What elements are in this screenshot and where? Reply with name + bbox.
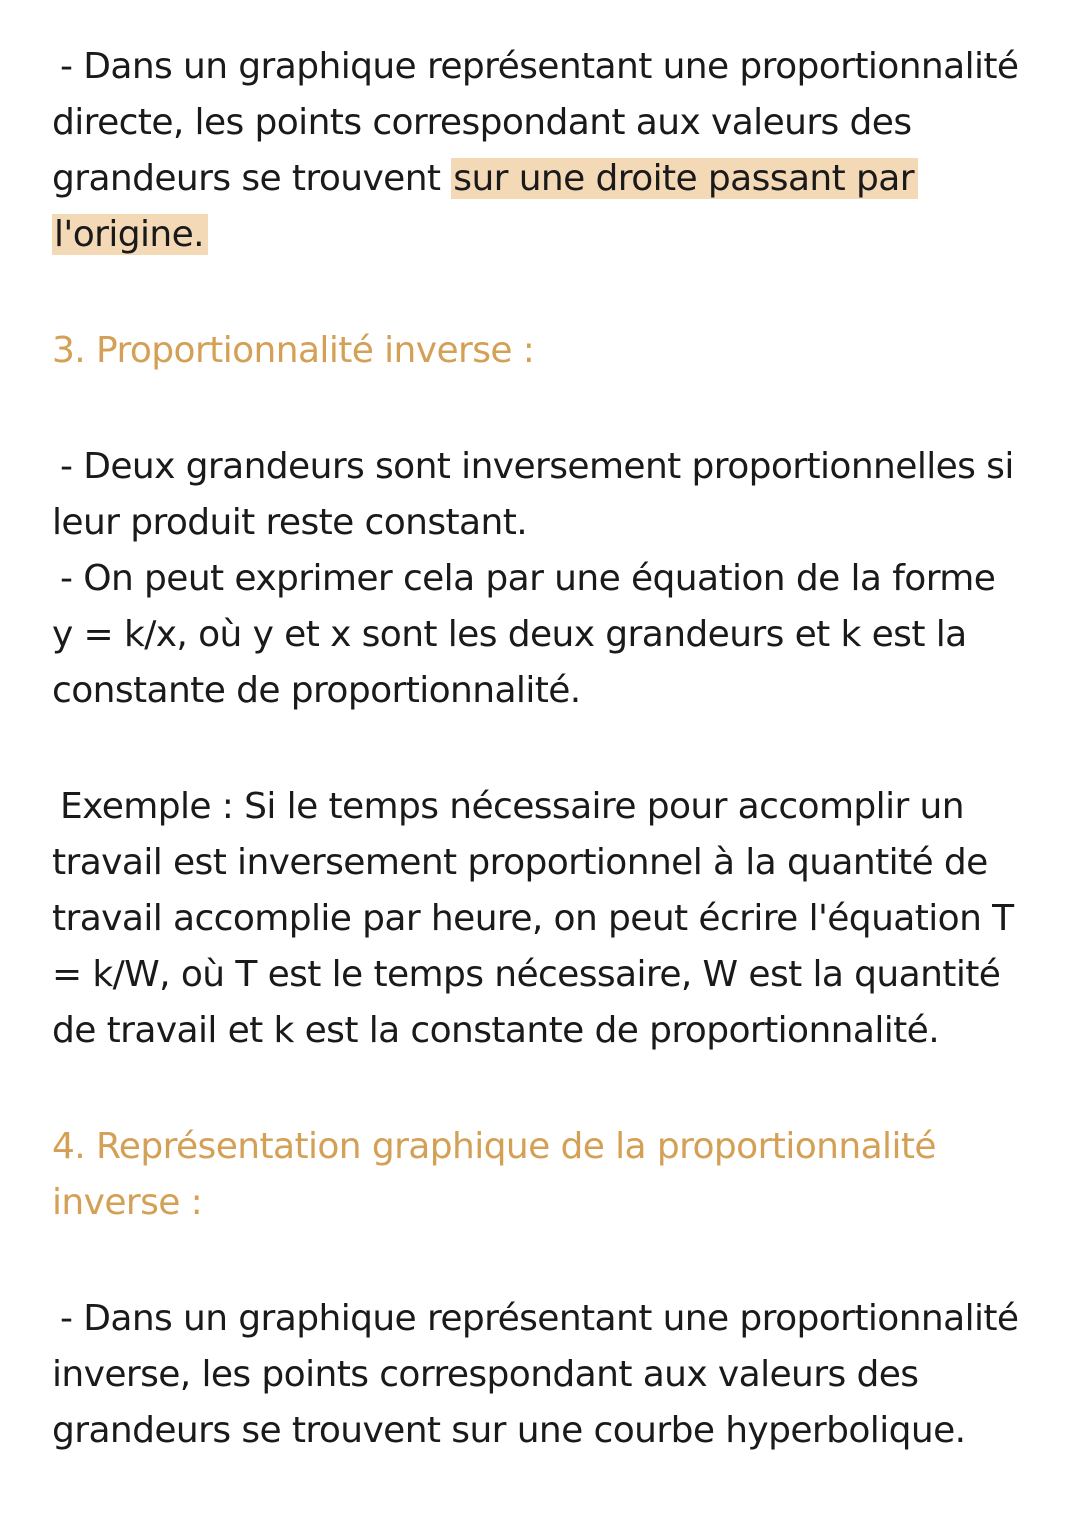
paragraph-line <box>52 212 208 258</box>
paragraph-line: - On peut exprimer cela par une équation de la forme <box>60 558 996 599</box>
highlighted-text: sur une droite passant par <box>451 158 918 199</box>
paragraph-line: - Deux grandeurs sont inversement proportionnelles si <box>60 446 1014 487</box>
paragraph-line: - Dans un graphique représentant une proportionnalité <box>60 1298 1019 1339</box>
example-line: Exemple : Si le temps nécessaire pour accomplir un <box>60 786 964 827</box>
highlighted-text: l'origine. <box>52 214 208 255</box>
example-line: travail est inversement proportionnel à la quantité de <box>52 842 988 883</box>
paragraph-line: leur produit reste constant. <box>52 502 528 543</box>
example-line: de travail et k est la constante de proportionnalité. <box>52 1010 940 1051</box>
section-heading-4: 4. Représentation graphique de la proportionnalité <box>52 1126 936 1167</box>
paragraph-line: constante de proportionnalité. <box>52 670 581 711</box>
section-heading-3: 3. Proportionnalité inverse : <box>52 330 535 371</box>
section-heading-4-continued: inverse : <box>52 1182 203 1223</box>
paragraph-text: grandeurs se trouvent <box>52 158 452 199</box>
paragraph-line: grandeurs se trouvent sur une courbe hyperbolique. <box>52 1410 966 1451</box>
paragraph-line <box>52 156 918 202</box>
paragraph-line: inverse, les points correspondant aux valeurs des <box>52 1354 919 1395</box>
paragraph-line: directe, les points correspondant aux valeurs des <box>52 102 912 143</box>
example-line: travail accomplie par heure, on peut écrire l'équation T <box>52 898 1014 939</box>
example-line: = k/W, où T est le temps nécessaire, W est la quantité <box>52 954 1001 995</box>
paragraph-line: - Dans un graphique représentant une proportionnalité <box>60 46 1019 87</box>
paragraph-line: y = k/x, où y et x sont les deux grandeurs et k est la <box>52 614 967 655</box>
